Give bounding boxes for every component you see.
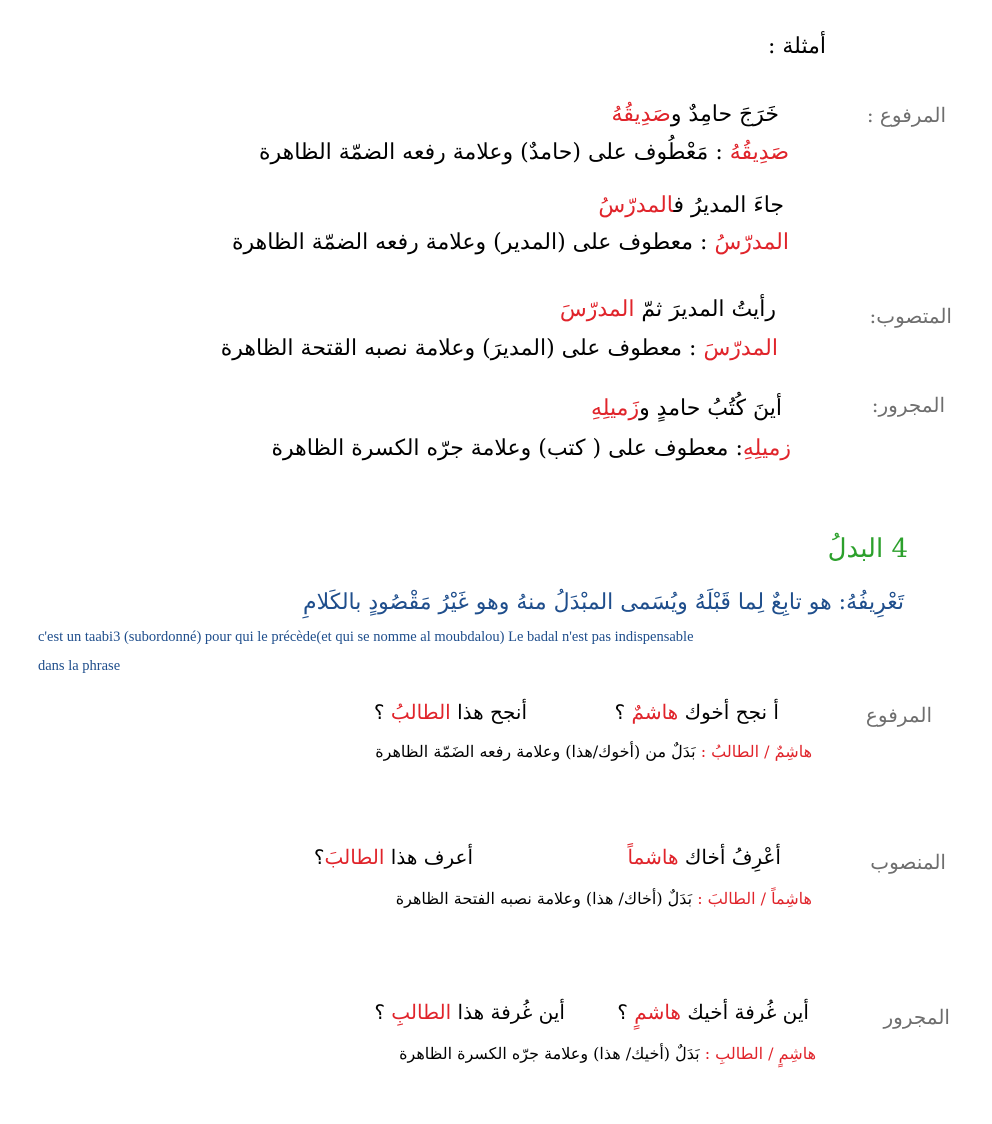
example-explanation: هاشِمٌ / الطالبُ : بَدَلٌ من (أخوك/هذا) وعلامة رفعه الضَمّة الظاهرة	[375, 742, 812, 761]
label-majrur: المجرور	[883, 1005, 950, 1029]
label-marfu: المرفوع	[865, 703, 932, 727]
example-sentence-a: أ نجح أخوك هاشمٌ ؟	[614, 700, 779, 724]
definition-arabic: تَعْرِيفُهُ: هو تابِعٌ لِما قَبْلَهُ ويُسَمى المبْدَلُ منهُ وهو غَيْرُ مَقْصُودٍ بالكَلامِ	[302, 590, 904, 615]
section-heading: 4 البدلُ	[827, 534, 908, 564]
label-mansub: المنصوب	[870, 850, 946, 874]
example-sentence: جاءَ المديرُ فالمدرّسُ	[598, 193, 784, 218]
label-mansub: المتصوب:	[869, 304, 952, 328]
example-sentence: خَرَجَ حامِدٌ وصَدِيقُهُ	[611, 102, 779, 127]
definition-french: c'est un taabi3 (subordonné) pour qui le précède(et qui se nomme al moubdalou) Le badal n'est pas indispensable	[38, 629, 694, 645]
example-explanation: المدرّسَ : معطوف على (المديرَ) وعلامة نصبه القتحة الظاهرة	[220, 336, 778, 361]
example-explanation: هاشِماً / الطالبَ : بَدَلٌ (أخاك/ هذا) وعلامة نصبه الفتحة الظاهرة	[395, 889, 812, 908]
example-explanation: هاشِمٍ / الطالبِ : بَدَلٌ (أخيك/ هذا) وعلامة جرّه الكسرة الظاهرة	[399, 1044, 816, 1063]
example-explanation: زميلِهِ: معطوف على ( كتب) وعلامة جرّه الكسرة الظاهرة	[271, 436, 791, 461]
example-explanation: المدرّسُ : معطوف على (المدير) وعلامة رفعه الضمّة الظاهرة	[231, 230, 789, 255]
label-marfu: المرفوع :	[866, 103, 946, 127]
example-explanation: صَدِيقُهُ : مَعْطُوف على (حامدٌ) وعلامة رفعه الضمّة الظاهرة	[258, 140, 789, 165]
example-sentence-a: أعْرِفُ أخاك هاشماً	[627, 845, 781, 869]
example-sentence-b: أنجح هذا الطالبُ ؟	[373, 700, 527, 724]
example-sentence: رأيتُ المديرَ ثمّ المدرّسَ	[559, 297, 776, 322]
definition-french-continued: dans la phrase	[38, 658, 121, 674]
section-title: أمثلة :	[767, 34, 826, 59]
label-majrur: المجرور:	[871, 393, 945, 417]
example-sentence-a: أين غُرفة أخيك هاشمٍ ؟	[617, 1000, 809, 1024]
example-sentence-b: أين غُرفة هذا الطالبِ ؟	[374, 1000, 565, 1024]
example-sentence-b: أعرف هذا الطالبَ؟	[313, 845, 473, 869]
example-sentence: أينَ كُتُبُ حامدٍ وزَميلِهِ	[590, 396, 782, 421]
